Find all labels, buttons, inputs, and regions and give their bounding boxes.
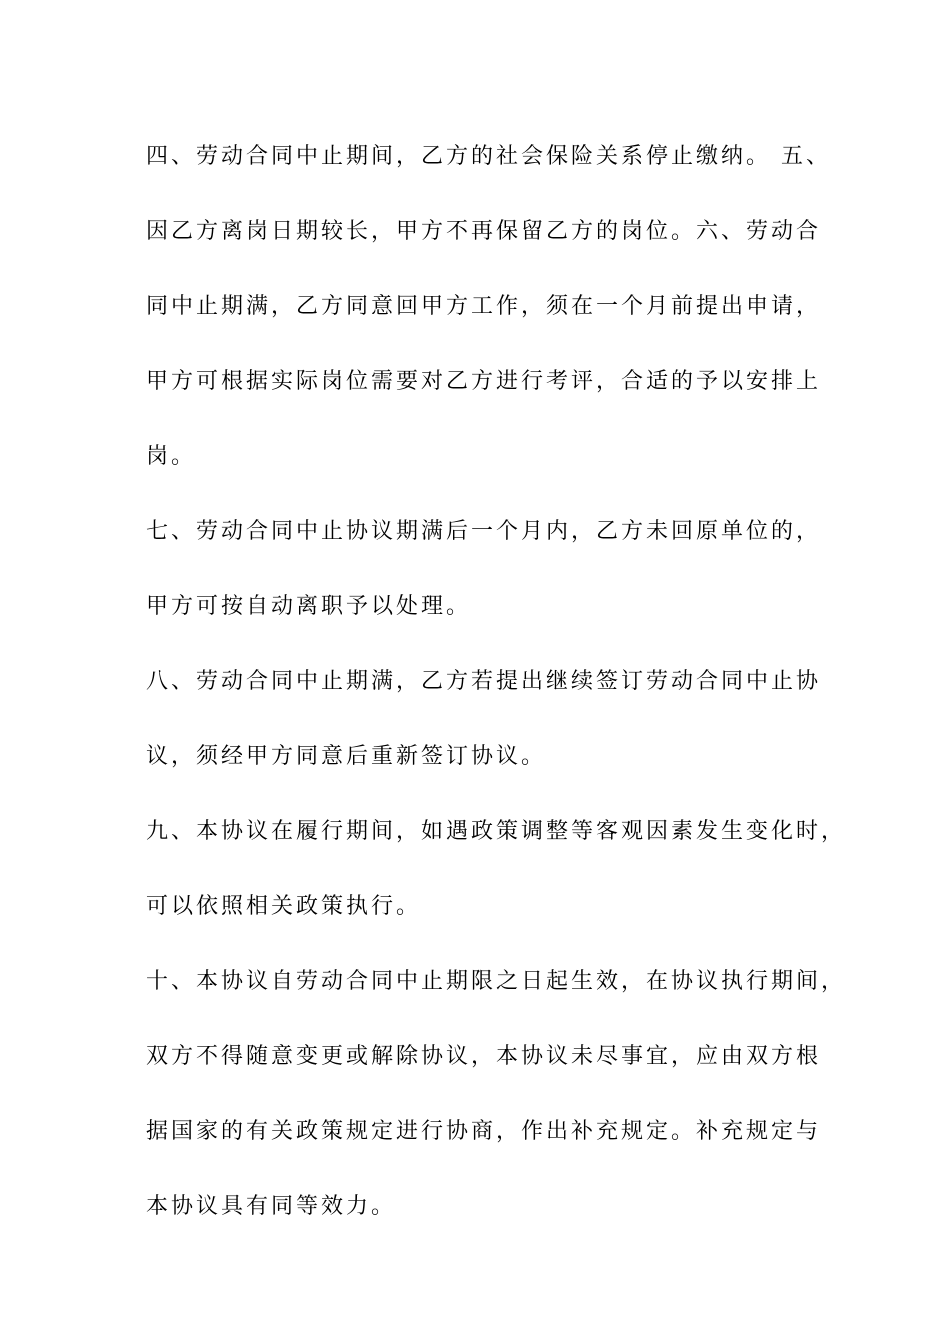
text-line: 同中止期满，乙方同意回甲方工作，须在一个月前提出申请， [146,294,822,319]
text-line: 十、本协议自劳动合同中止期限之日起生效，在协议执行期间， [146,969,847,994]
text-line: 双方不得随意变更或解除协议，本协议未尽事宜，应由双方根 [146,1044,822,1069]
text-line: 岗。 [146,444,197,469]
document-body [146,140,847,1265]
text-line: 四、劳动合同中止期间，乙方的社会保险关系停止缴纳。 五、 [146,144,831,169]
text-line: 本协议具有同等效力。 [146,1194,397,1219]
text-line: 九、本协议在履行期间，如遇政策调整等客观因素发生变化时， [146,819,847,844]
text-line: 因乙方离岗日期较长，甲方不再保留乙方的岗位。六、劳动合 [146,219,822,244]
text-line: 八、劳动合同中止期满，乙方若提出继续签订劳动合同中止协 [146,669,822,694]
text-line: 据国家的有关政策规定进行协商，作出补充规定。补充规定与 [146,1119,822,1144]
text-line: 甲方可根据实际岗位需要对乙方进行考评，合适的予以安排上 [146,369,822,394]
text-line: 可以依照相关政策执行。 [146,894,422,919]
text-line: 七、劳动合同中止协议期满后一个月内，乙方未回原单位的， [146,519,822,544]
text-line: 议，须经甲方同意后重新签订协议。 [146,744,547,769]
text-line: 甲方可按自动离职予以处理。 [146,594,472,619]
